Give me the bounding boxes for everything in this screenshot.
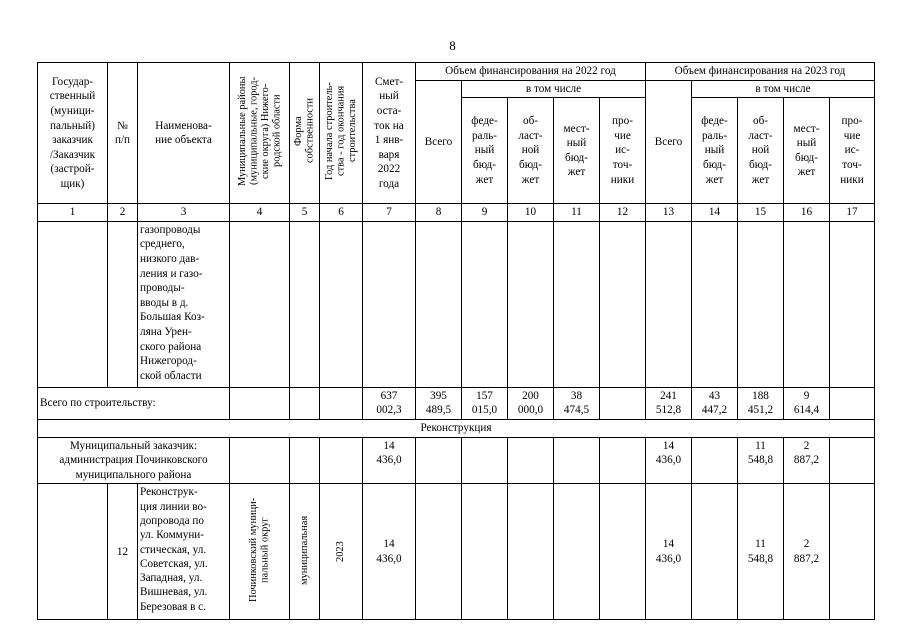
total-2023-cell: 14 436,0 [646, 484, 692, 620]
row-number: 12 [108, 484, 138, 620]
header-incl-2023: в том числе [692, 80, 875, 98]
header-fin-2022: Объем финансирования на 2022 год [416, 63, 646, 81]
header-federal-2022: феде- раль- ный бюд- жет [462, 98, 508, 204]
financing-table [37, 62, 875, 620]
total-estimate: 637 002,3 [363, 387, 416, 419]
table-row [38, 484, 875, 620]
col-number: 14 [692, 204, 738, 222]
regional-2023: 188 451,2 [738, 387, 784, 419]
col-number: 8 [416, 204, 462, 222]
col-number: 3 [138, 204, 230, 222]
regional-2022: 200 000,0 [508, 387, 554, 419]
header-customer: Государ- ственный (муници- пальный) заказчик /Заказчик (застрой- щик) [38, 63, 108, 204]
object-name-cell: Реконструк- ция линии во- допровода по ул. Коммуни- стическая, ул. Советская, ул. Западная, ул. Вишневая, ул. Березовая в с. [138, 484, 230, 620]
col-number: 17 [830, 204, 875, 222]
other-2023 [830, 387, 875, 419]
header-districts: Муниципальные районы (муниципальные, город- ские округа) Нижего- родской области [230, 63, 290, 204]
col-number: 10 [508, 204, 554, 222]
col-number: 15 [738, 204, 784, 222]
col-number: 16 [784, 204, 830, 222]
header-fin-2023: Объем финансирования на 2023 год [646, 63, 875, 81]
years-cell: 2023 [320, 484, 363, 620]
federal-2022: 157 015,0 [462, 387, 508, 419]
table-row [38, 221, 875, 387]
header-other-2023: про- чие ис- точ- ники [830, 98, 875, 204]
total-row [38, 387, 875, 419]
header-regional-2022: об- ласт- ной бюд- жет [508, 98, 554, 204]
column-numbers-row [38, 204, 875, 222]
section-title: Реконструкция [38, 419, 875, 437]
header-other-2022: про- чие ис- точ- ники [600, 98, 646, 204]
header-local-2023: мест- ный бюд- жет [784, 98, 830, 204]
col-number: 12 [600, 204, 646, 222]
page-number: 8 [449, 38, 456, 53]
header-total-2023: Всего [646, 80, 692, 204]
federal-2023: 43 447,2 [692, 387, 738, 419]
total-2023: 241 512,8 [646, 387, 692, 419]
customer-regional-2023: 11 548,8 [738, 437, 784, 484]
total-2022: 395 489,5 [416, 387, 462, 419]
local-2022: 38 474,5 [554, 387, 600, 419]
header-years: Год начала строитель- ства - год окончания строительства [320, 63, 363, 204]
local-2023: 9 614,4 [784, 387, 830, 419]
col-number: 7 [363, 204, 416, 222]
customer-estimate: 14 436,0 [363, 437, 416, 484]
col-number: 2 [108, 204, 138, 222]
col-number: 11 [554, 204, 600, 222]
header-regional-2023: об- ласт- ной бюд- жет [738, 98, 784, 204]
header-total-2022: Всего [416, 80, 462, 204]
header-federal-2023: феде- раль- ный бюд- жет [692, 98, 738, 204]
header-local-2022: мест- ный бюд- жет [554, 98, 600, 204]
estimate-cell: 14 436,0 [363, 484, 416, 620]
regional-2023-cell: 11 548,8 [738, 484, 784, 620]
col-number: 13 [646, 204, 692, 222]
total-label: Всего по строительству: [38, 387, 230, 419]
col-number: 6 [320, 204, 363, 222]
col-number: 9 [462, 204, 508, 222]
col-number: 1 [38, 204, 108, 222]
local-2023-cell: 2 887,2 [784, 484, 830, 620]
header-ownership: Форма собственности [290, 63, 320, 204]
customer-label: Муниципальный заказчик: администрация Починковского муниципального района [38, 437, 230, 484]
header-num: № п/п [108, 63, 138, 204]
header-incl-2022: в том числе [462, 80, 646, 98]
customer-row [38, 437, 875, 484]
district-cell: Починковский муници- пальный округ [230, 484, 290, 620]
ownership-cell: муниципальная [290, 484, 320, 620]
object-name-cell: газопроводы среднего, низкого дав- ления и газо- проводы- вводы в д. Большая Коз- ляна Урен- ского района Нижегород- ской области [138, 221, 230, 387]
header-object-name: Наименова- ние объекта [138, 63, 230, 204]
col-number: 4 [230, 204, 290, 222]
header-estimate: Смет- ный оста- ток на 1 янв- варя 2022 года [363, 63, 416, 204]
customer-local-2023: 2 887,2 [784, 437, 830, 484]
other-2022 [600, 387, 646, 419]
col-number: 5 [290, 204, 320, 222]
customer-total-2023: 14 436,0 [646, 437, 692, 484]
